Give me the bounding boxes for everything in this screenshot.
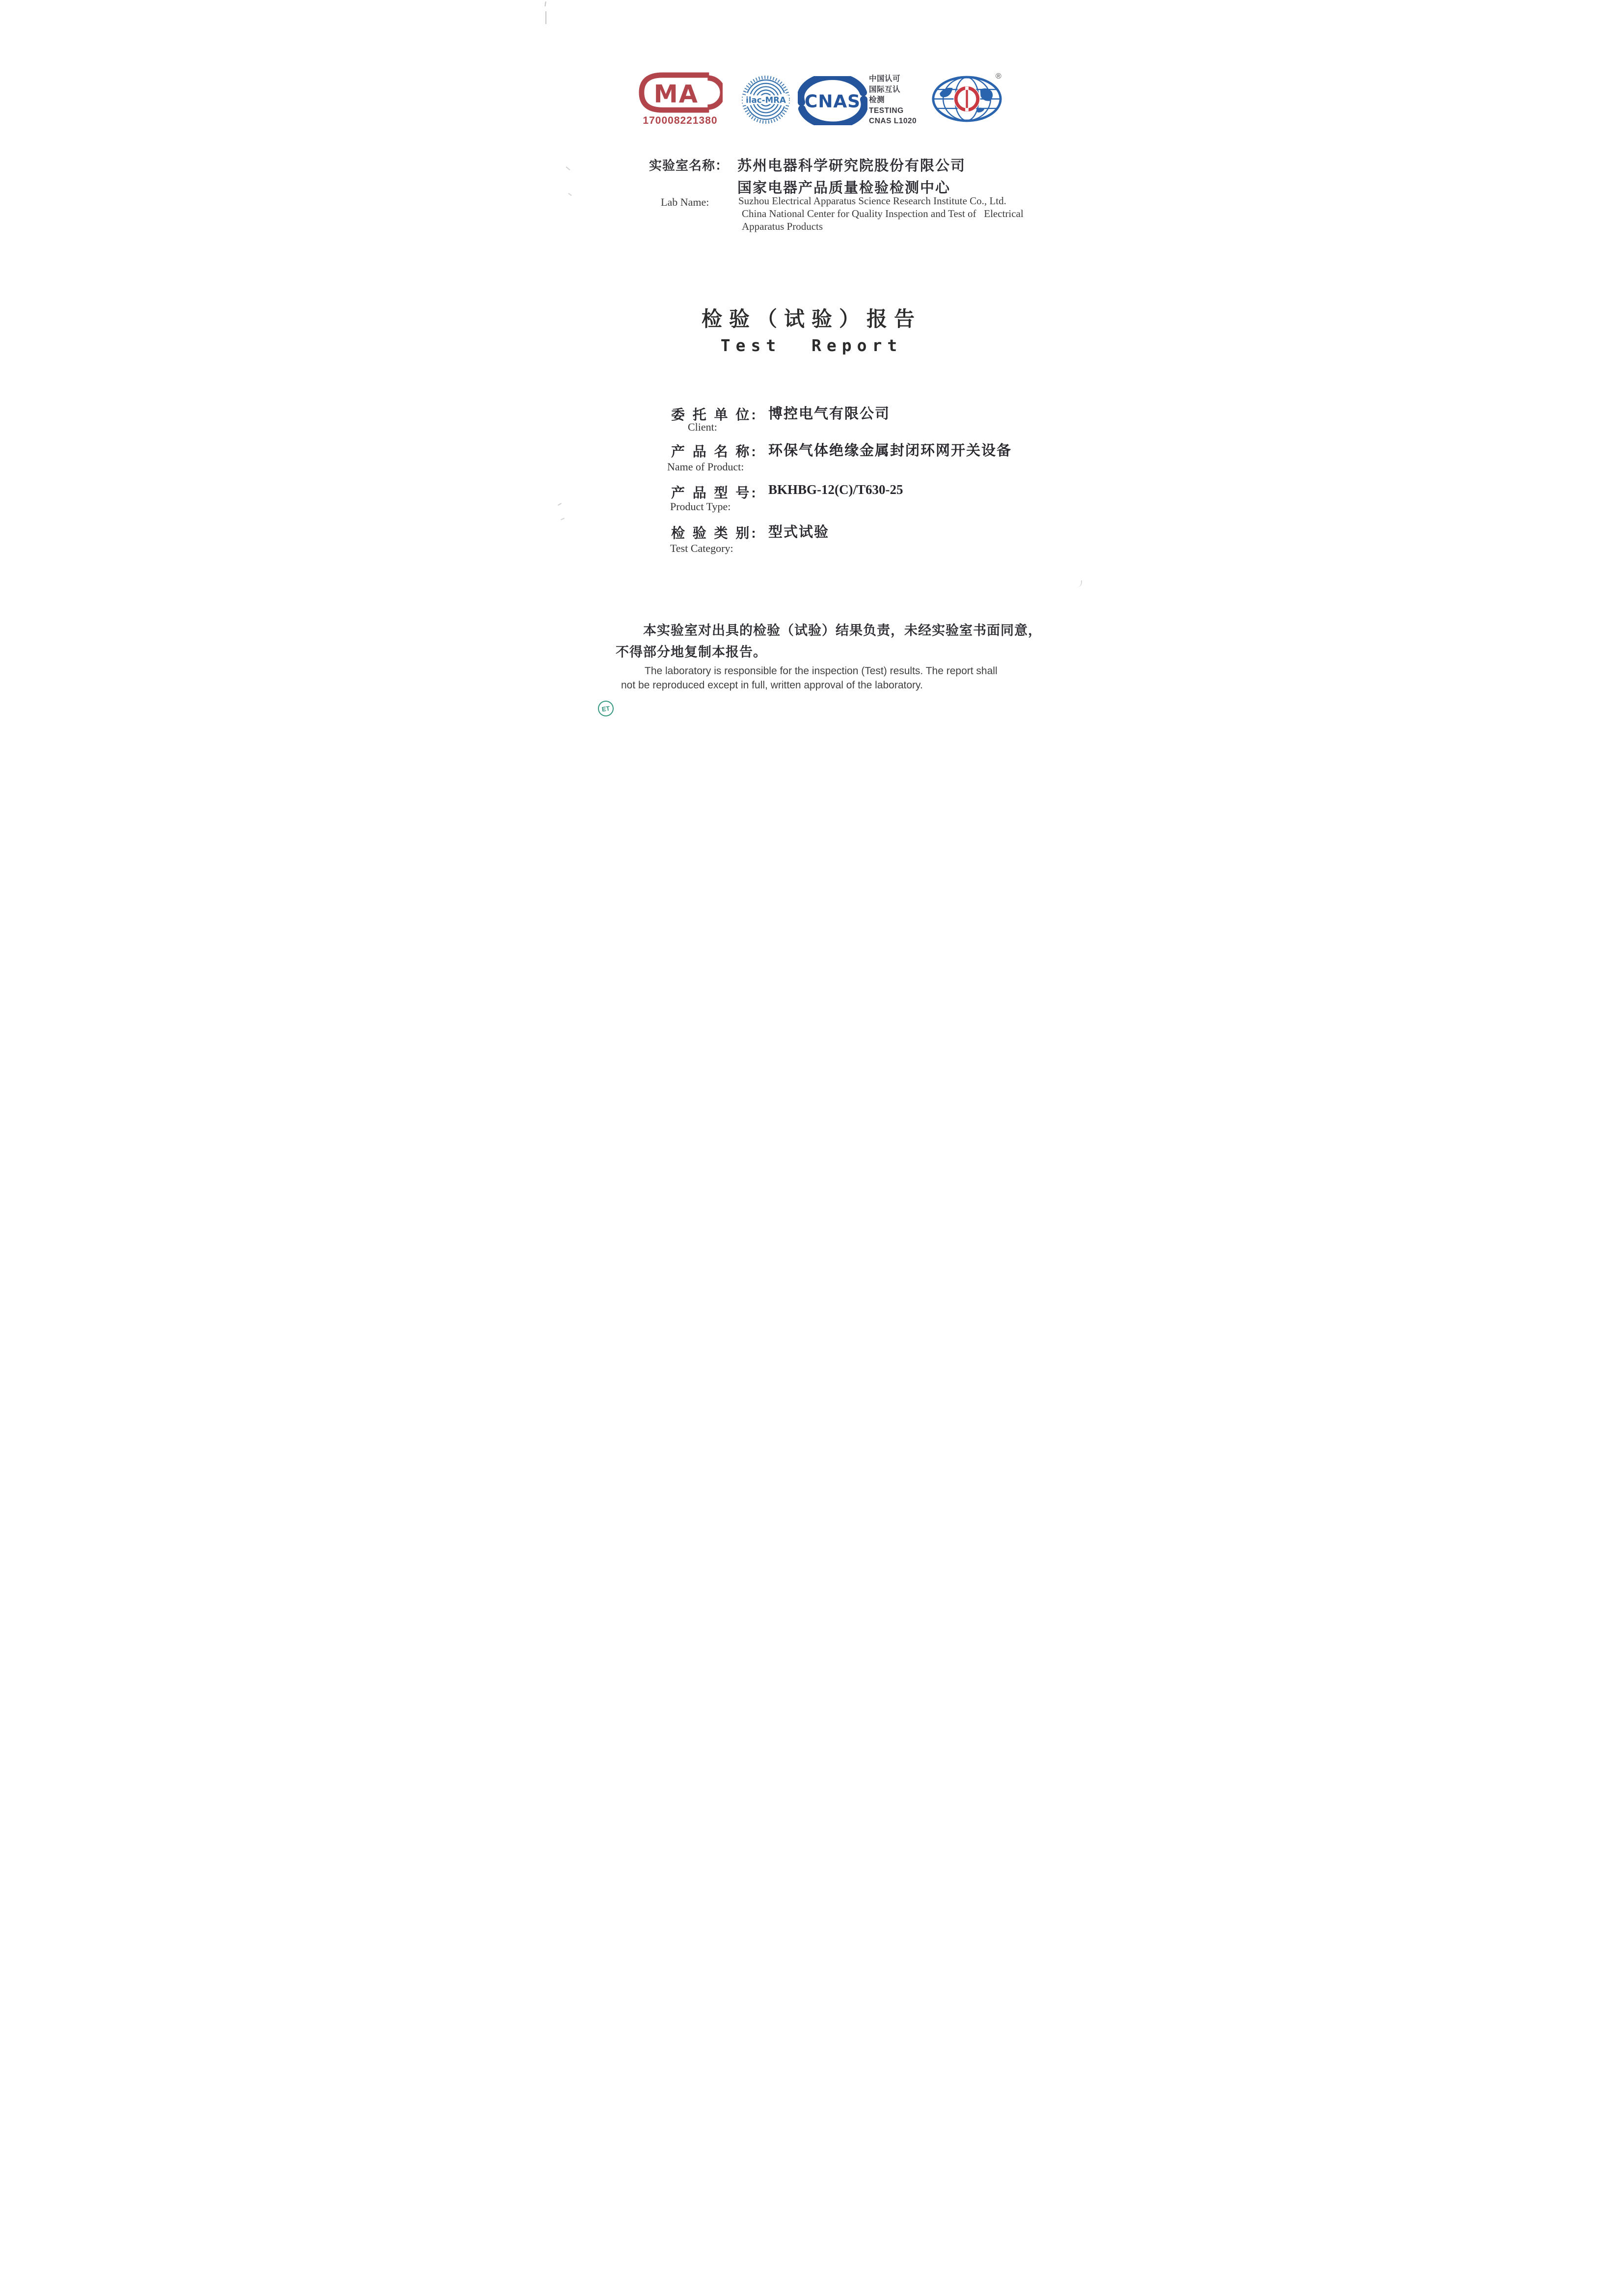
cma-certificate-number: 170008221380 [643, 115, 718, 126]
statement-cn-line2: 不得部分地复制本报告。 [616, 645, 767, 659]
statement-cn-line1: 本实验室对出具的检验（试验）结果负责，未经实验室书面同意， [643, 623, 1042, 638]
test-category-label-en: Test Category: [670, 542, 733, 554]
scan-artifact [544, 1, 546, 6]
test-category-value: 型式试验 [768, 524, 830, 540]
statement-en-line2: not be reproduced except in full, written approval of the laboratory. [621, 680, 923, 691]
et-stamp-text: ET [601, 704, 611, 713]
scan-artifact [558, 503, 562, 506]
client-value: 博控电气有限公司 [768, 406, 891, 422]
report-page [541, 0, 1082, 765]
client-label-en: Client: [688, 421, 717, 433]
lab-name-cn-line1: 苏州电器科学研究院股份有限公司 [737, 158, 966, 174]
scan-artifact [566, 166, 570, 170]
accreditation-line: 中国认可 [869, 75, 901, 83]
client-label-cn: 委 托 单 位: [671, 407, 758, 422]
ilac-mra-label: ilac-MRA [746, 95, 786, 105]
scan-artifact [1076, 580, 1082, 587]
accreditation-text-block [869, 74, 928, 127]
registered-trademark-icon: ® [996, 72, 1001, 81]
scan-artifact [545, 11, 546, 24]
accreditation-line: TESTING [869, 106, 904, 115]
lab-name-en-line2: China National Center for Quality Inspection and Test of Electrical [742, 208, 1024, 219]
globe-certification-logo-icon [931, 75, 1002, 123]
lab-name-cn-line2: 国家电器产品质量检验检测中心 [737, 180, 951, 196]
product-name-label-cn: 产 品 名 称: [671, 444, 758, 459]
lab-name-en-line1: Suzhou Electrical Apparatus Science Research Institute Co., Ltd. [738, 195, 1006, 207]
ilac-mra-logo-icon [742, 76, 790, 124]
lab-name-label-cn: 实验室名称： [649, 158, 729, 173]
accreditation-line: 国际互认 [869, 85, 901, 94]
accreditation-line: 检测 [869, 96, 885, 104]
product-type-label-cn: 产 品 型 号: [671, 485, 758, 500]
product-name-label-en: Name of Product: [667, 461, 744, 473]
et-stamp-icon [597, 700, 615, 717]
scan-artifact [561, 518, 565, 520]
lab-name-label-en: Lab Name: [661, 196, 709, 208]
lab-name-en-line3: Apparatus Products [742, 220, 823, 232]
statement-en-line1: The laboratory is responsible for the inspection (Test) results. The report shall [645, 665, 998, 677]
accreditation-line: CNAS L1020 [869, 117, 917, 125]
cnas-label: CNAS [804, 91, 861, 112]
product-name-value: 环保气体绝缘金属封闭环网开关设备 [768, 443, 1012, 459]
report-title-cn: 检验（试验）报告 [701, 307, 921, 330]
product-type-label-en: Product Type: [670, 500, 731, 513]
cma-logo-icon [638, 70, 723, 115]
report-title-en: Test Report [720, 336, 903, 355]
cnas-logo-icon [798, 76, 867, 125]
product-type-value: BKHBG-12(C)/T630-25 [768, 482, 903, 497]
test-category-label-cn: 检 验 类 别: [671, 525, 758, 541]
cma-letters: MA [653, 80, 699, 109]
scan-artifact [568, 193, 572, 196]
